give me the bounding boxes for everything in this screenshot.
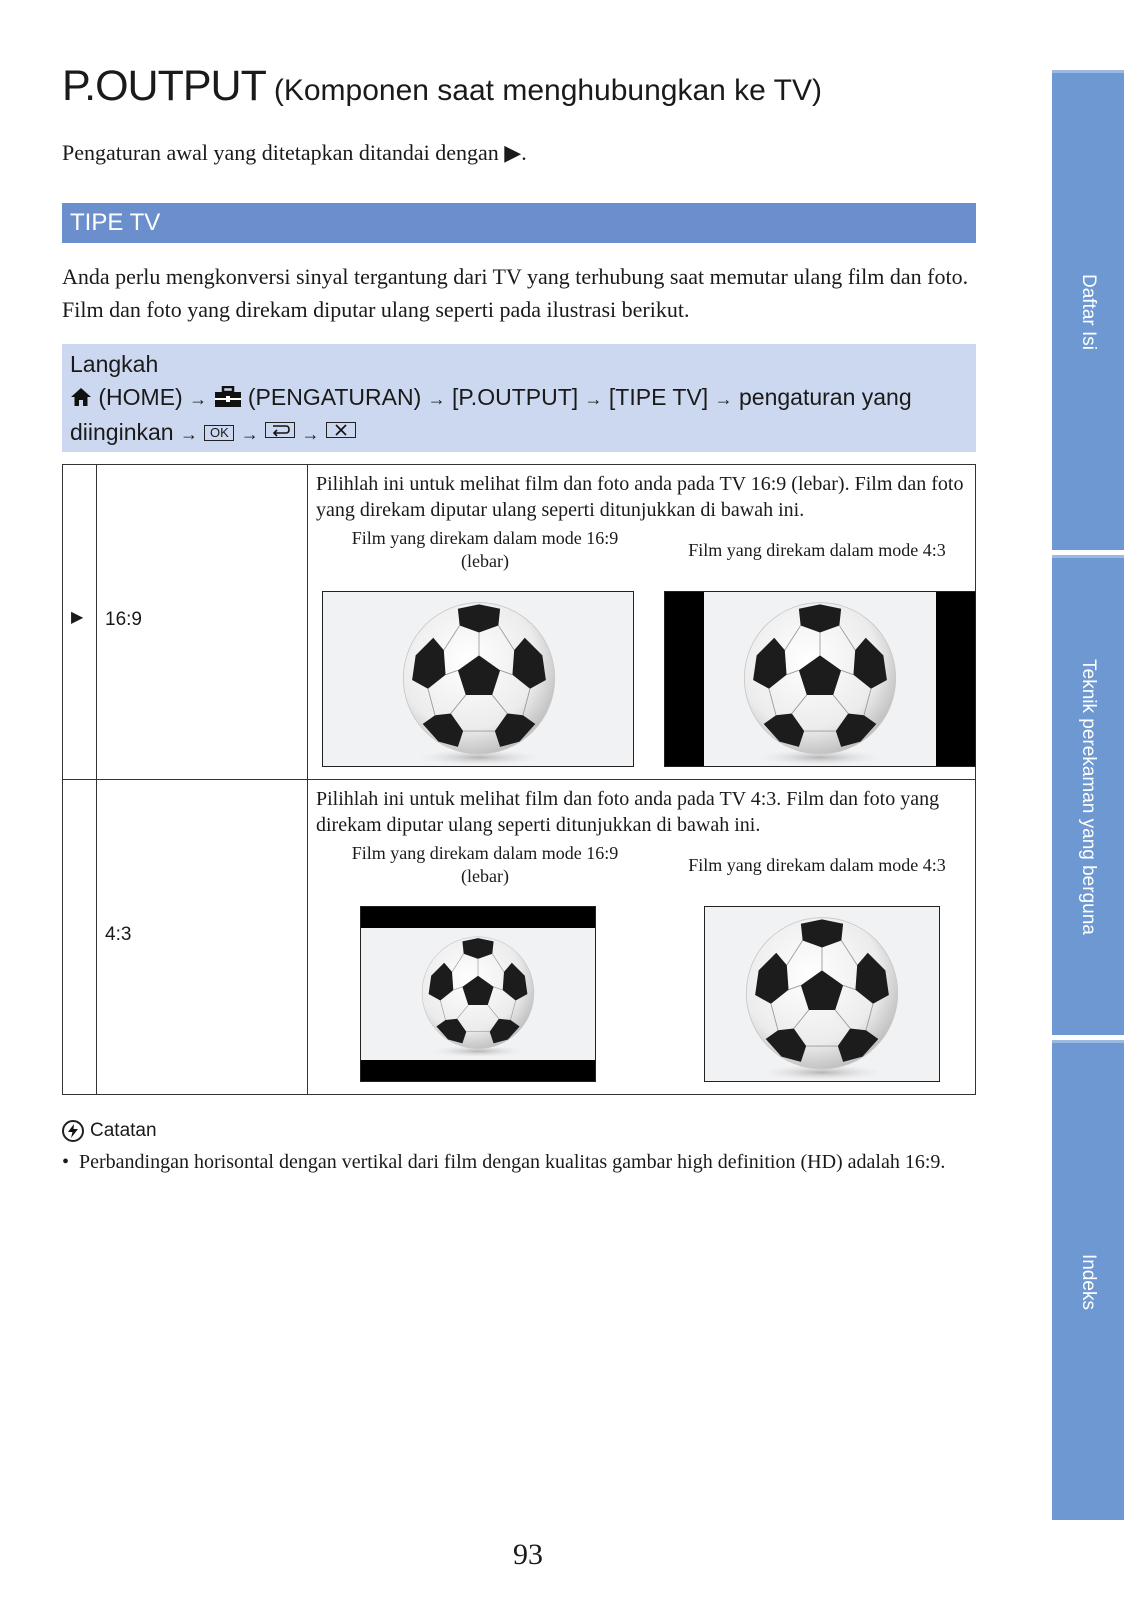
soccer-ball-image	[322, 591, 634, 767]
steps-arrow: →	[584, 389, 603, 409]
marker-cell	[63, 780, 97, 1095]
return-key-icon	[265, 422, 295, 438]
table-row	[63, 780, 976, 1095]
tab-label: Teknik perekaman yang berguna	[1078, 658, 1099, 935]
option-name: 16:9	[105, 609, 142, 630]
option-desc-cell	[308, 465, 976, 780]
note-heading	[62, 1120, 157, 1142]
option-name: 4:3	[105, 924, 132, 945]
option-description: Pilihlah ini untuk melihat film dan foto anda pada TV 16:9 (lebar). Film dan foto yang direkam diputar ulang seperti ditunjukkan di bawah ini.	[316, 473, 964, 521]
tab-daftar-isi[interactable]	[1052, 70, 1124, 550]
marker-cell	[63, 465, 97, 780]
caption-43: Film yang direkam dalam mode 4:3	[688, 855, 946, 875]
title-sub: (Komponen saat menghubungkan ke TV)	[273, 74, 822, 107]
steps-arrow: →	[240, 424, 259, 444]
soccer-ball-image	[704, 906, 940, 1082]
steps-desired: pengaturan yang	[738, 384, 912, 410]
option-description: Pilihlah ini untuk melihat film dan foto anda pada TV 4:3. Film dan foto yang direkam diputar ulang seperti ditunjukkan di bawah ini.	[316, 788, 940, 836]
note-heading-text: Catatan	[90, 1120, 157, 1141]
ok-key-icon: OK	[204, 425, 234, 441]
steps-arrow: →	[179, 424, 198, 444]
note-icon	[62, 1120, 84, 1142]
default-marker: ▶	[71, 609, 84, 626]
title-main: P.OUTPUT	[62, 62, 266, 110]
note-text: Perbandingan horisontal dengan vertikal dari film dengan kualitas gambar high definition (HD) adalah 16:9.	[79, 1151, 946, 1173]
steps-arrow: →	[714, 389, 733, 409]
caption-line: Film yang direkam dalam mode 16:9	[351, 843, 619, 863]
steps-desired-cont: diinginkan	[70, 419, 174, 445]
bullet: •	[62, 1151, 70, 1173]
caption-line: (lebar)	[461, 551, 509, 571]
section-heading: TIPE TV	[62, 203, 976, 243]
page-title	[62, 62, 822, 111]
tab-label: Daftar Isi	[1078, 273, 1099, 350]
home-icon	[70, 387, 92, 407]
note-item	[62, 1148, 982, 1177]
steps-box	[62, 344, 976, 452]
close-key-icon	[326, 422, 356, 438]
option-name-cell	[97, 465, 308, 780]
caption-line: (lebar)	[461, 866, 509, 886]
tab-indeks[interactable]	[1052, 1040, 1124, 1520]
steps-arrow: →	[427, 389, 446, 409]
section-body: Anda perlu mengkonversi sinyal tergantung dari TV yang terhubung saat memutar ulang film dan foto. Film dan foto yang direkam diputar ulang seperti pada ilustrasi berikut.	[62, 264, 969, 322]
steps-label: Langkah	[70, 351, 159, 377]
soccer-ball-image	[664, 591, 976, 767]
steps-home: (HOME)	[98, 384, 183, 410]
soccer-ball-image	[360, 906, 596, 1082]
steps-line-2	[70, 416, 968, 451]
option-desc-cell	[308, 780, 976, 1095]
sidebar-nav	[1052, 70, 1124, 1520]
tab-teknik-perekaman[interactable]	[1052, 555, 1124, 1035]
caption-169	[320, 842, 650, 888]
tab-label: Indeks	[1078, 1253, 1099, 1310]
steps-menu-poutput: [P.OUTPUT]	[452, 384, 579, 410]
toolbox-icon	[214, 386, 242, 408]
option-name-cell	[97, 780, 308, 1095]
options-table	[62, 464, 976, 1095]
table-row	[63, 465, 976, 780]
steps-settings: (PENGATURAN)	[247, 384, 422, 410]
caption-line: Film yang direkam dalam mode 16:9	[351, 528, 619, 548]
steps-arrow: →	[301, 424, 320, 444]
steps-line-1	[70, 381, 968, 416]
caption-43: Film yang direkam dalam mode 4:3	[688, 540, 946, 560]
steps-arrow: →	[189, 389, 208, 409]
caption-169	[320, 527, 650, 573]
steps-menu-tipe-tv: [TIPE TV]	[608, 384, 709, 410]
intro-text: Pengaturan awal yang ditetapkan ditandai dengan ▶.	[62, 140, 527, 165]
page-number: 93	[513, 1538, 543, 1571]
